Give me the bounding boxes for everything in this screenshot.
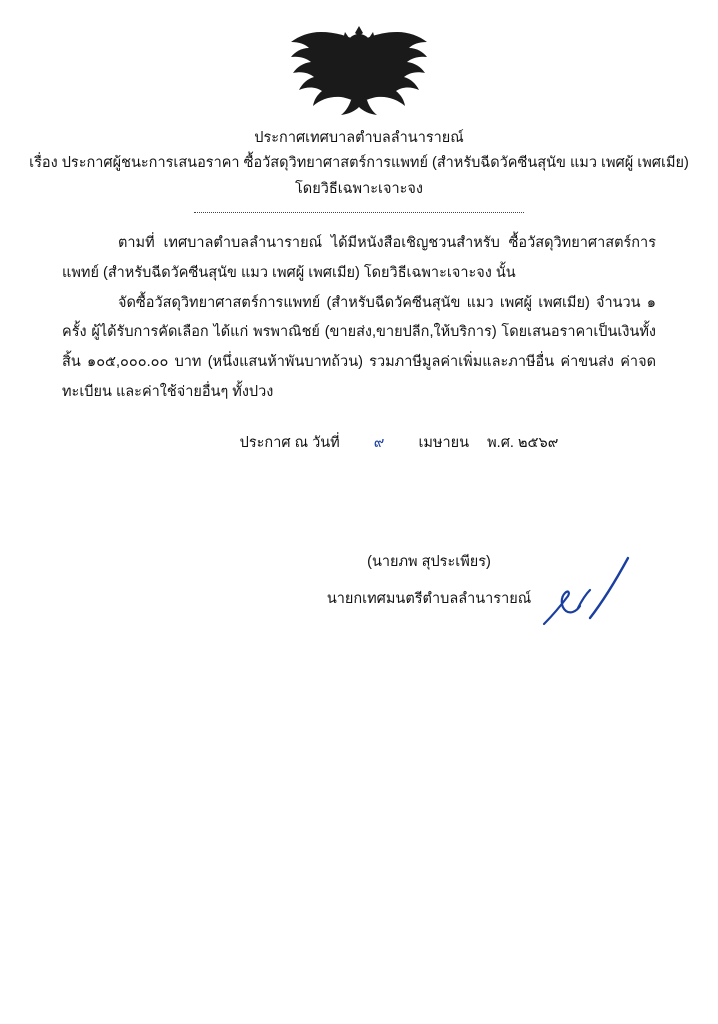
document-body bbox=[0, 229, 718, 700]
signer-name: (นายภพ สุประเพียร) bbox=[367, 554, 491, 571]
paragraph-2: จัดซื้อวัสดุวิทยาศาสตร์การแพทย์ (สำหรับฉีดวัคซีนสุนัข แมว เพศผู้ เพศเมีย) จำนวน ๑ ครั้ง ผู้ได้รับการคัดเลือก ได้แก่ พรพาณิชย์ (ขายส่ง,ขายปลีก,ให้บริการ) โดยเสนอราคาเป็นเงินทั้งสิ้น ๑๐๕,๐๐๐.๐๐ บาท (หนึ่งแสนห้าพันบาทถ้วน) รวมภาษีมูลค่าเพิ่มและภาษีอื่น ค่าขนส่ง ค่าจดทะเบียน และค่าใช้จ่ายอื่นๆ ทั้งปวง bbox=[62, 294, 656, 400]
paragraph-1: ตามที่ เทศบาลตำบลลำนารายณ์ ได้มีหนังสือเชิญชวนสำหรับ ซื้อวัสดุวิทยาศาสตร์การแพทย์ (สำหรับฉีดวัคซีนสุนัข แมว เพศผู้ เพศเมีย) โดยวิธีเฉพาะเจาะจง นั้น bbox=[62, 235, 656, 281]
date-year: ๒๕๖๙ bbox=[517, 435, 559, 452]
announcement-title: ประกาศเทศบาลตำบลลำนารายณ์ bbox=[254, 130, 464, 146]
document-header bbox=[0, 126, 718, 213]
signature-mark bbox=[532, 556, 652, 636]
date-prefix: ประกาศ ณ วันที่ bbox=[239, 435, 340, 452]
announcement-method: โดยวิธีเฉพาะเจาะจง bbox=[295, 180, 423, 197]
announcement-subject: เรื่อง ประกาศผู้ชนะการเสนอราคา ซื้อวัสดุวิทยาศาสตร์การแพทย์ (สำหรับฉีดวัคซีนสุนัข แมว เพศผู้ เพศเมีย) bbox=[29, 155, 689, 172]
announcement-date bbox=[62, 431, 656, 454]
signer-role: นายกเทศมนตรีตำบลลำนารายณ์ bbox=[326, 591, 532, 608]
date-year-prefix: พ.ศ. bbox=[487, 435, 514, 452]
signature-area bbox=[62, 550, 656, 700]
date-month: เมษายน bbox=[418, 435, 470, 452]
header-divider bbox=[194, 212, 524, 213]
date-day: ๙ bbox=[373, 435, 385, 452]
garuda-emblem bbox=[0, 0, 718, 118]
